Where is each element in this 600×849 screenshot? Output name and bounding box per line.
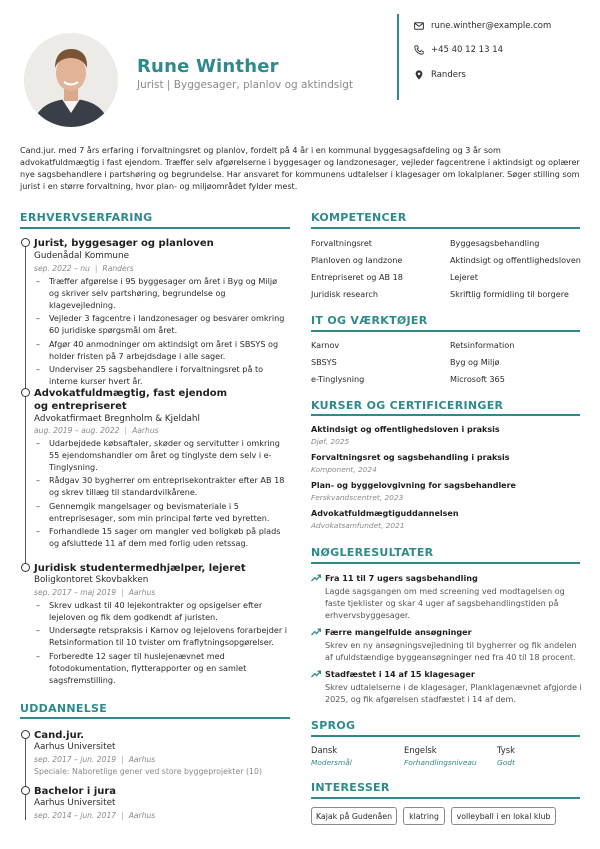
timeline-dot	[21, 563, 30, 572]
degree-title: Cand.jur.	[34, 730, 85, 741]
courses-heading: KURSER OG CERTIFICERINGER	[311, 399, 504, 412]
degree-title: Bachelor i jura	[34, 786, 117, 797]
bullet-item: – Afgør 40 anmodninger om aktindsigt om året i SBSYS og holder fristen på 7 arbejdsdage i alle sager.	[36, 338, 288, 362]
it-heading: IT OG VÆRKTØJER	[311, 314, 428, 327]
job-date: aug. 2019 – aug. 2022	[34, 426, 120, 435]
education-heading: UDDANNELSE	[20, 702, 108, 715]
bullet-item: – Træffer afgørelse i 95 byggesager om året i Byg og Miljø og skriver selv partshøring, begrundelse og klagevejledning.	[36, 275, 288, 311]
education-timeline	[25, 734, 26, 820]
portrait-photo	[24, 33, 118, 127]
job-subtitle: Jurist | Byggesager, planlov og aktindsigt	[137, 79, 354, 91]
avatar	[24, 33, 118, 127]
education-meta: sep. 2017 – jun. 2019 | Aarhus	[34, 755, 156, 764]
job-meta: sep. 2017 – maj 2019 | Aarhus	[34, 588, 156, 597]
course-provider: Ferskvandscentret, 2023	[311, 493, 404, 502]
job-title	[34, 387, 227, 413]
interests-rule	[311, 797, 580, 799]
experience-heading: ERHVERVSERFARING	[20, 211, 153, 224]
skill-item: Byggesagsbehandling	[450, 238, 540, 248]
bullet-item: – Forhandlede 15 sager om mangler ved boligkøb på plads og afsluttede 11 af dem med forlig uden retssag.	[36, 525, 288, 549]
result-title: Færre mangelfulde ansøgninger	[325, 627, 472, 637]
result-description: Skrev en ny ansøgningsvejledning til bygherrer og fik andelen af ufuldstændige byggeansøgninger ned fra 40 til 18 procent.	[325, 640, 577, 663]
language-level: Modersmål	[311, 758, 352, 767]
thesis-note: Speciale: Naboretlige gener ved store byggeprojekter (10)	[34, 767, 263, 776]
header-divider	[397, 14, 399, 100]
tool-item: e-Tinglysning	[311, 374, 365, 384]
language-level: Godt	[497, 758, 515, 767]
timeline-dot	[21, 730, 30, 739]
timeline-dot	[21, 388, 30, 397]
bullet-item: – Gennemgik mangelsager og bevismateriale i 5 entreprisesager, som min principal førte ved byretten.	[36, 500, 288, 524]
course-provider: Advokatsamfundet, 2021	[311, 521, 405, 530]
education-date: sep. 2014 – jun. 2017	[34, 811, 117, 820]
result-title: Fra 11 til 7 ugers sagsbehandling	[325, 573, 478, 583]
tool-item: Karnov	[311, 340, 340, 350]
result-title: Stadfæstet i 14 af 15 klagesager	[325, 669, 475, 679]
tool-item: SBSYS	[311, 357, 337, 367]
job-company: Gudenådal Kommune	[34, 251, 129, 261]
experience-timeline	[25, 244, 26, 571]
education-rule	[20, 717, 290, 719]
pin-icon	[414, 70, 424, 80]
job-company: Boligkontoret Skovbakken	[34, 575, 149, 585]
bullet-item: – Undersøgte retspraksis i Karnov og lejelovens forarbejder i Retsinformation til 10 tvister om fraflytningsopgørelser.	[36, 624, 288, 648]
skill-item: Aktindsigt og offentlighedsloven	[450, 255, 581, 265]
language-name: Dansk	[311, 745, 338, 755]
it-rule	[311, 330, 580, 332]
education-meta: sep. 2014 – jun. 2017 | Aarhus	[34, 811, 156, 820]
bullet-item: – Udarbejdede købsaftaler, skøder og servitutter i omkring 55 ejendomshandler om året og tinglyste dem selv i e-Tinglysning.	[36, 437, 288, 473]
school-name: Aarhus Universitet	[34, 798, 116, 808]
profile-summary: Cand.jur. med 7 års erfaring i forvaltningsret og planlov, fordelt på 4 år i en kommunal byggesagsafdeling og 3 år som advokatfuldmægtig i fast ejendom. Træffer selv afgørelserne i byggesager og landzonesager, vejleder fagcentrene i aktindsigt og oplærer nye sagsbehandlere i partshøring og begrundelse. Har ansvaret for kommunens udtalelser i klagesager om lokalplaner. Søger stilling som jurist i en større forvaltning, hvor plan- og miljøområdet fylder mest.	[20, 145, 580, 192]
course-title: Aktindsigt og offentlighedsloven i praksis	[311, 425, 500, 434]
timeline-dot	[21, 786, 30, 795]
person-name: Rune Winther	[137, 56, 279, 77]
envelope-icon	[414, 21, 424, 31]
trend-up-icon	[311, 670, 321, 678]
skills-rule	[311, 227, 580, 229]
interest-tag: volleyball i en lokal klub	[451, 807, 556, 825]
job-place: Aarhus	[128, 588, 156, 597]
tool-item: Byg og Miljø	[450, 357, 500, 367]
bullet-item: – Forberedte 12 sager til huslejenævnet med fotodokumentation, flytterapporter og en samlet sagsfremstilling.	[36, 650, 288, 686]
bullet-item: – Underviser 25 sagsbehandlere i forvaltningsret på to interne kurser hvert år.	[36, 363, 288, 387]
education-date: sep. 2017 – jun. 2019	[34, 755, 117, 764]
languages-heading: SPROG	[311, 719, 356, 732]
course-title: Advokatfuldmægtiguddannelsen	[311, 509, 459, 518]
tool-item: Microsoft 365	[450, 374, 505, 384]
skill-item: Forvaltningsret	[311, 238, 372, 248]
trend-up-icon	[311, 574, 321, 582]
job-meta: aug. 2019 – aug. 2022 | Aarhus	[34, 426, 159, 435]
results-rule	[311, 562, 580, 564]
job-title: Juridisk studentermedhjælper, lejeret	[34, 563, 246, 574]
languages-rule	[311, 735, 580, 737]
bullet-item: – Skrev udkast til 40 lejekontrakter og opsigelser efter lejeloven og fik dem godkendt af juristen.	[36, 599, 288, 623]
contact-email[interactable]	[414, 21, 551, 31]
phone-icon	[414, 45, 424, 55]
job-title: Jurist, byggesager og planloven	[34, 238, 214, 249]
school-name: Aarhus Universitet	[34, 742, 116, 752]
job-bullets	[36, 275, 288, 388]
skill-item: Skriftlig formidling til borgere	[450, 289, 569, 299]
skill-item: Lejeret	[450, 272, 478, 282]
course-provider: Komponent, 2024	[311, 465, 377, 474]
bullet-item: – Vejleder 3 fagcentre i landzonesager og besvarer omkring 60 juridiske spørgsmål om året.	[36, 312, 288, 336]
timeline-dot	[21, 238, 30, 247]
tool-item: Retsinformation	[450, 340, 515, 350]
language-name: Engelsk	[404, 745, 437, 755]
result-description: Lagde sagsgangen om med screening ved modtagelsen og faste tjeklister og skar 4 uger af sagsbehandlingstiden på erhvervsbyggesager.	[325, 586, 565, 621]
job-bullets	[36, 599, 288, 687]
job-bullets	[36, 437, 288, 550]
courses-rule	[311, 414, 580, 416]
trend-up-icon	[311, 628, 321, 636]
interests-heading: INTERESSER	[311, 781, 390, 794]
course-title: Plan- og byggelovgivning for sagsbehandlere	[311, 481, 516, 490]
job-place: Randers	[102, 264, 134, 273]
course-provider: Djøf, 2025	[311, 437, 350, 446]
language-level: Forhandlingsniveau	[404, 758, 477, 767]
skill-item: Planloven og landzone	[311, 255, 403, 265]
interest-tag: Kajak på Gudenåen	[311, 807, 397, 825]
job-title-line: Advokatfuldmægtig, fast ejendom	[34, 388, 228, 399]
job-company: Advokatfirmaet Bregnholm & Kjeldahl	[34, 414, 200, 424]
job-place: Aarhus	[132, 426, 159, 435]
email-text: rune.winther@example.com	[431, 21, 552, 31]
job-date: sep. 2017 – maj 2019	[34, 588, 117, 597]
job-title-line: og entrepriseret	[34, 401, 127, 412]
location-text: Randers	[431, 70, 466, 80]
phone-text: +45 40 12 13 14	[431, 45, 504, 55]
result-description: Skrev udtalelserne i de klagesager, Planklagenævnet afgjorde i 2025, og fik afgørelsen stadfæstet i 14 af dem.	[325, 682, 582, 705]
contact-location	[414, 70, 466, 80]
education-place: Aarhus	[128, 811, 156, 820]
education-place: Aarhus	[128, 755, 156, 764]
results-heading: NØGLERESULTATER	[311, 546, 434, 559]
interest-tag: klatring	[403, 807, 445, 825]
experience-rule	[20, 227, 290, 229]
job-meta: sep. 2022 – nu | Randers	[34, 264, 134, 273]
course-title: Forvaltningsret og sagsbehandling i praksis	[311, 453, 510, 462]
skill-item: Entrepriseret og AB 18	[311, 272, 403, 282]
language-name: Tysk	[497, 745, 515, 755]
contact-phone[interactable]	[414, 45, 503, 55]
bullet-item: – Rådgav 30 bygherrer om entreprisekontrakter efter AB 18 og skrev tillæg til standardvilkårene.	[36, 474, 288, 498]
job-date: sep. 2022 – nu	[34, 264, 90, 273]
skill-item: Juridisk research	[311, 289, 378, 299]
skills-heading: KOMPETENCER	[311, 211, 407, 224]
